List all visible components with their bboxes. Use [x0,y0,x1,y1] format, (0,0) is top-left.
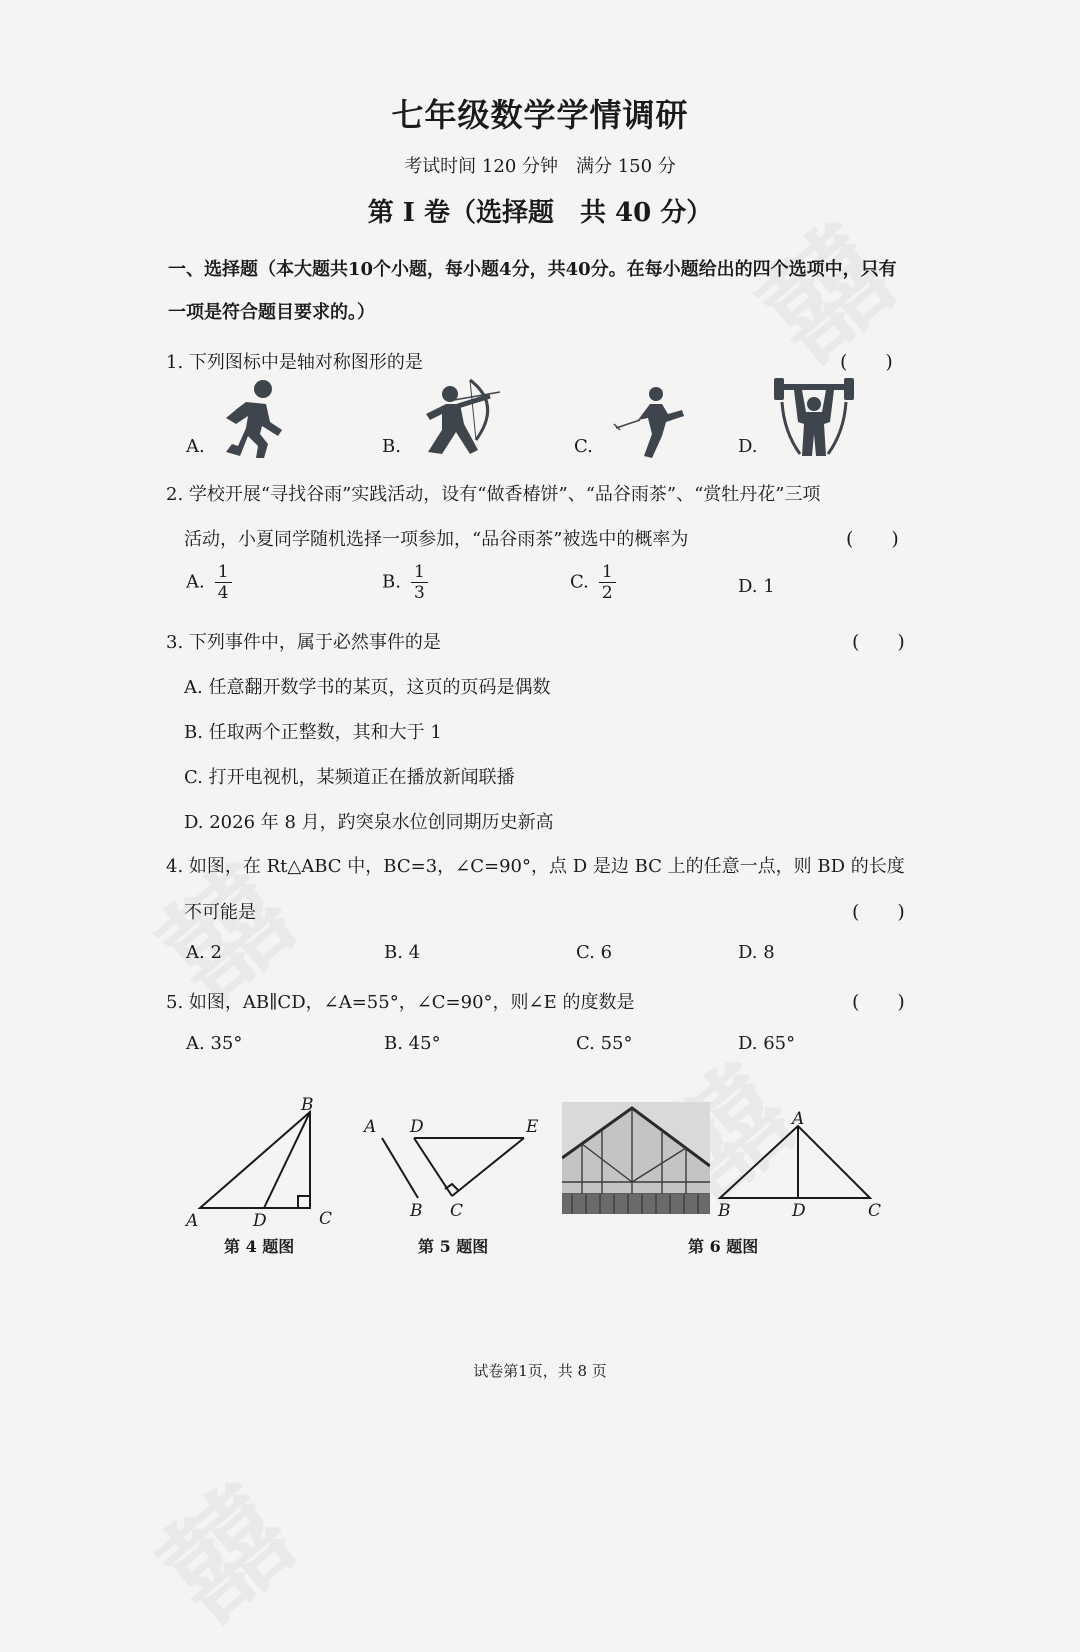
q2-option-d-value: 1 [763,576,775,597]
fig6-label-d: D [792,1201,806,1220]
q4-stem-line1: 4. 如图，在 Rt△ABC 中，BC=3，∠C=90°，点 D 是边 BC 上的任意一点，则 BD 的长度 [166,856,905,877]
exam-title: 七年级数学学情调研 [391,96,689,134]
q2-option-d [738,576,775,597]
q2-stem-line2: 活动，小夏同学随机选择一项参加，“品谷雨茶”被选中的概率为 [184,529,689,550]
fig6-label-a: A [792,1109,805,1129]
exam-info: 考试时间 120 分钟 满分 150 分 [404,156,676,177]
fraction-denominator: 2 [601,583,613,603]
figure-4-caption: 第 4 题图 [224,1237,295,1256]
section-instructions-line2: 一项是符合题目要求的。） [168,302,375,323]
fig6-label-c: C [868,1201,882,1220]
q2-option-d-label: D. [738,576,758,597]
q2-option-a-label: A. [186,571,205,593]
q5-option-d: D. 65° [738,1033,796,1054]
q4-option-d: D. 8 [738,942,775,963]
q3-option-c: C. 打开电视机，某频道正在播放新闻联播 [184,767,515,788]
volume-heading: 第 I 卷（选择题 共 40 分） [367,198,713,228]
q3-answer-paren: ( ) [852,631,905,653]
fig4-label-d: D [253,1211,267,1230]
q4-answer-paren: ( ) [852,901,905,923]
q3-option-d: D. 2026 年 8 月，趵突泉水位创同期历史新高 [184,812,554,833]
figure-5-caption: 第 5 题图 [418,1237,489,1256]
figure-6-caption: 第 6 题图 [688,1237,759,1256]
q2-option-a [186,562,232,603]
fraction [411,562,428,603]
q5-option-a: A. 35° [186,1033,243,1054]
q4-option-c: C. 6 [576,942,613,963]
watermark [120,1443,322,1652]
figure-6-isosceles-triangle [710,1108,890,1220]
q2-option-b-label: B. [382,571,401,593]
q5-answer-paren: ( ) [852,991,905,1013]
q4-stem-line2: 不可能是 [184,902,256,923]
fig4-label-b: B [301,1095,314,1115]
q5-option-c: C. 55° [576,1033,633,1054]
fraction-denominator: 4 [217,583,229,603]
fraction-numerator: 1 [215,562,232,583]
runner-icon [218,378,288,460]
q2-stem-line1: 2. 学校开展“寻找谷雨”实践活动，设有“做香椿饼”、“品谷雨茶”、“赏牡丹花”三项 [166,484,821,505]
q1-option-c-label: C. [574,436,593,457]
q3-stem: 3. 下列事件中，属于必然事件的是 [166,632,441,653]
section-instructions-line1: 一、选择题（本大题共10个小题，每小题4分，共40分。在每小题给出的四个选项中，只有 [168,259,897,280]
q1-option-a-label: A. [186,436,205,457]
fig6-label-b: B [718,1201,731,1220]
fig5-label-b: B [410,1201,423,1221]
fig4-label-c: C [319,1209,333,1229]
roof-truss-photo [562,1102,710,1214]
fig4-label-a: A [186,1211,199,1230]
q1-answer-paren: ( ) [840,351,893,373]
fig5-label-c: C [450,1201,464,1221]
fig5-label-a: A [364,1117,377,1137]
q1-option-d-label: D. [738,436,758,457]
q3-option-b: B. 任取两个正整数，其和大于 1 [184,722,442,743]
weightlifter-icon [772,378,856,458]
q1-option-b-label: B. [382,436,401,457]
q5-stem: 5. 如图，AB∥CD，∠A=55°，∠C=90°，则∠E 的度数是 [166,992,635,1013]
fraction-numerator: 1 [599,562,616,583]
q2-option-b [382,562,428,603]
q2-answer-paren: ( ) [846,528,899,550]
fraction-numerator: 1 [411,562,428,583]
q2-option-c [570,562,616,603]
fraction [215,562,232,603]
fig5-label-e: E [526,1117,539,1137]
figure-4-right-triangle [180,1090,340,1230]
page-footer: 试卷第1页，共 8 页 [473,1362,607,1380]
figure-5-parallel-lines [360,1112,550,1222]
fraction [599,562,616,603]
q5-option-b: B. 45° [384,1033,441,1054]
fraction-denominator: 3 [413,583,425,603]
fig5-label-d: D [410,1117,424,1137]
fencer-icon [612,384,690,460]
q2-option-c-label: C. [570,571,589,593]
q1-stem: 1. 下列图标中是轴对称图形的是 [166,352,423,373]
archer-icon [420,374,502,460]
q3-option-a: A. 任意翻开数学书的某页，这页的页码是偶数 [184,677,551,698]
q4-option-b: B. 4 [384,942,421,963]
q4-option-a: A. 2 [186,942,222,963]
